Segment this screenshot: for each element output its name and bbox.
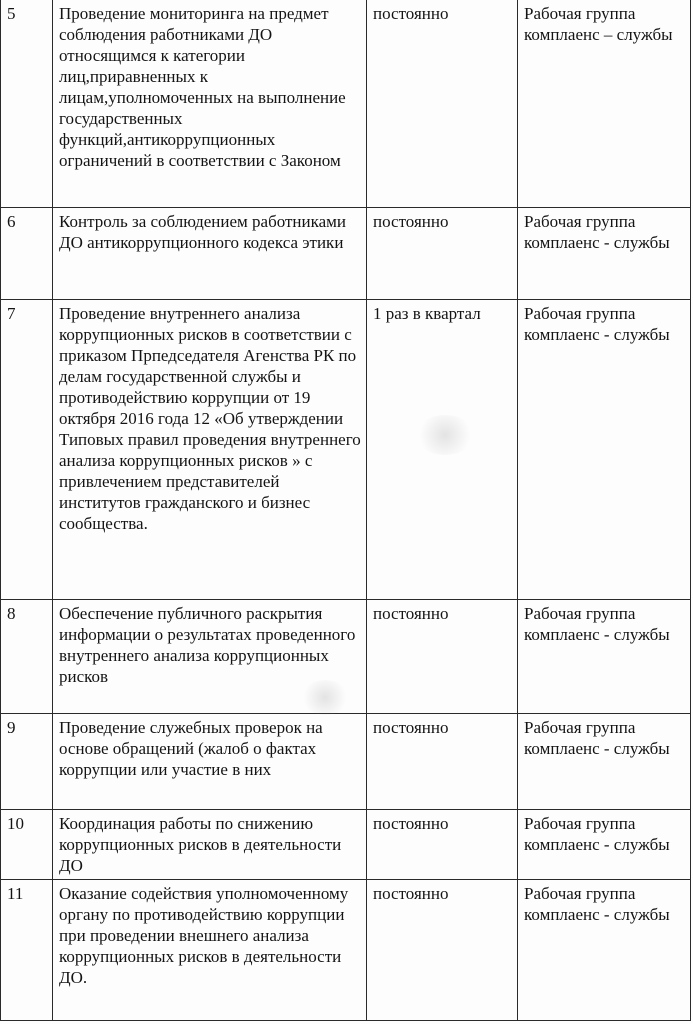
row-responsible: Рабочая группа комплаенс – службы	[518, 0, 691, 207]
row-term: постоянно	[367, 599, 518, 713]
table-row	[1, 599, 691, 713]
row-term: постоянно	[367, 713, 518, 809]
row-number: 11	[1, 879, 53, 1020]
row-number: 8	[1, 599, 53, 713]
row-responsible: Рабочая группа комплаенс - службы	[518, 713, 691, 809]
row-number: 9	[1, 713, 53, 809]
row-action: Оказание содействия уполномоченному органу по противодействию коррупции при проведении внешнего анализа коррупционных рисков в деятельности ДО.	[53, 879, 367, 1020]
row-responsible: Рабочая группа комплаенс - службы	[518, 299, 691, 599]
row-term: постоянно	[367, 879, 518, 1020]
row-term: постоянно	[367, 0, 518, 207]
table-row	[1, 713, 691, 809]
row-action: Проведение внутреннего анализа коррупционных рисков в соответствии с приказом Прпедседателя Агенства РК по делам государственной службы и противодействию коррупции от 19 октября 2016 года 12 «Об утверждении Типовых правил проведения внутреннего анализа коррупционных рисков » с привлечением представителей институтов гражданского и бизнес сообщества.	[53, 299, 367, 599]
row-action: Проведение мониторинга на предмет соблюдения работниками ДО относящимся к категории лиц,приравненных к лицам,уполномоченных на выполнение государственных функций,антикоррупционных ограничений в соответствии с Законом	[53, 0, 367, 207]
row-action: Обеспечение публичного раскрытия информации о результатах проведенного внутреннего анализа коррупционных рисков	[53, 599, 367, 713]
row-responsible: Рабочая группа комплаенс - службы	[518, 207, 691, 299]
table-row	[1, 809, 691, 879]
row-action: Контроль за соблюдением работниками ДО антикоррупционного кодекса этики	[53, 207, 367, 299]
row-term: 1 раз в квартал	[367, 299, 518, 599]
row-term: постоянно	[367, 809, 518, 879]
row-number: 7	[1, 299, 53, 599]
table-row	[1, 299, 691, 599]
table-row	[1, 0, 691, 207]
row-responsible: Рабочая группа комплаенс - службы	[518, 599, 691, 713]
table-row	[1, 879, 691, 1020]
row-responsible: Рабочая группа комплаенс - службы	[518, 879, 691, 1020]
row-action: Координация работы по снижению коррупционных рисков в деятельности ДО	[53, 809, 367, 879]
row-number: 6	[1, 207, 53, 299]
table-row	[1, 207, 691, 299]
row-responsible: Рабочая группа комплаенс - службы	[518, 809, 691, 879]
row-term: постоянно	[367, 207, 518, 299]
row-number: 5	[1, 0, 53, 207]
row-action: Проведение служебных проверок на основе обращений (жалоб о фактах коррупции или участие в них	[53, 713, 367, 809]
row-number: 10	[1, 809, 53, 879]
